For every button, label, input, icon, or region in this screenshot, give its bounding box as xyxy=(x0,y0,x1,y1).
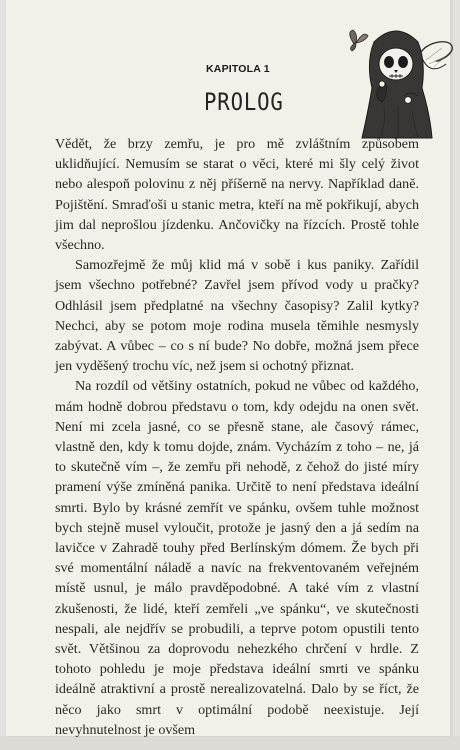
book-page xyxy=(6,0,450,736)
chapter-label: KAPITOLA 1 xyxy=(206,63,270,75)
paragraph: Na rozdíl od většiny ostatních, pokud ne vůbec od každého, mám hodně dobrou představu o tom, kdy odejdu na onen svět. Není mi zcela jasné, co se přesně stane, ale časový rámec, vlastně den, kdy k tomu dojde, znám. Vycházím z toho – ne, já to skutečně vím –, že zemřu při nehodě, z čehož do jisté míry pramení výše zmíněná panika. Určitě to není představa ideální smrti. Bylo by krásné zemřít ve spánku, ovšem tuhle možnost bych stejně musel vyloučit, protože je jasný den a já sedím na lavičce v Zahradě touhy před Berlínským dómem. Že bych při své momentální náladě a navíc na frekventovaném veřejném místě usnul, je málo pravděpodobné. A také vím z vlastní zkušenosti, že lidé, kteří zemřeli „ve spánku“, ve skutečnosti nespali, ale nejdřív se probudili, a teprve potom opustili tento svět. Většinou za doprovodu nehezkého chrčení v hrdle. Z tohoto pohledu je moje představa ideální smrti ve spánku ideálně atraktivní a prostě nerealizovatelná. Dalo by se říct, že něco jako smrt v optimální podobě neexistuje. Její nevyhnutelnost je ovšem xyxy=(55,378,419,738)
paragraph: Samozřejmě že můj klid má v sobě i kus paniky. Zařídil jsem všechno potřebné? Zavřel jsem přívod vody u pračky? Odhlásil jsem předplatné na všechny časopisy? Zalil kytky? Nechci, aby se potom moje rodina musela těmihle nesmysly zabývat. A vůbec – co s ní bude? No dobře, možná jsem přece jen vyděšený trochu víc, než jsem si ochotný přiznat. xyxy=(55,257,419,375)
chapter-title: PROLOG xyxy=(204,88,284,116)
grim-reaper-illustration xyxy=(334,18,460,140)
paragraph: Vědět, že brzy zemřu, je pro mě zvláštním způsobem uklidňující. Nemusím se starat o věci, které mi šly celý život nebo alespoň polovinu z něj příšerně na nervy. Například daně. Pojištění. Smraďoši u stanic metra, kteří na mě pokřikují, abych jim dal neprošlou jízdenku. Ančovičky na řízcích. Prostě tohle všechno. xyxy=(55,136,419,254)
skull-icon xyxy=(379,48,413,80)
chapter-body-text xyxy=(55,134,419,740)
butterfly-icon xyxy=(350,30,368,51)
